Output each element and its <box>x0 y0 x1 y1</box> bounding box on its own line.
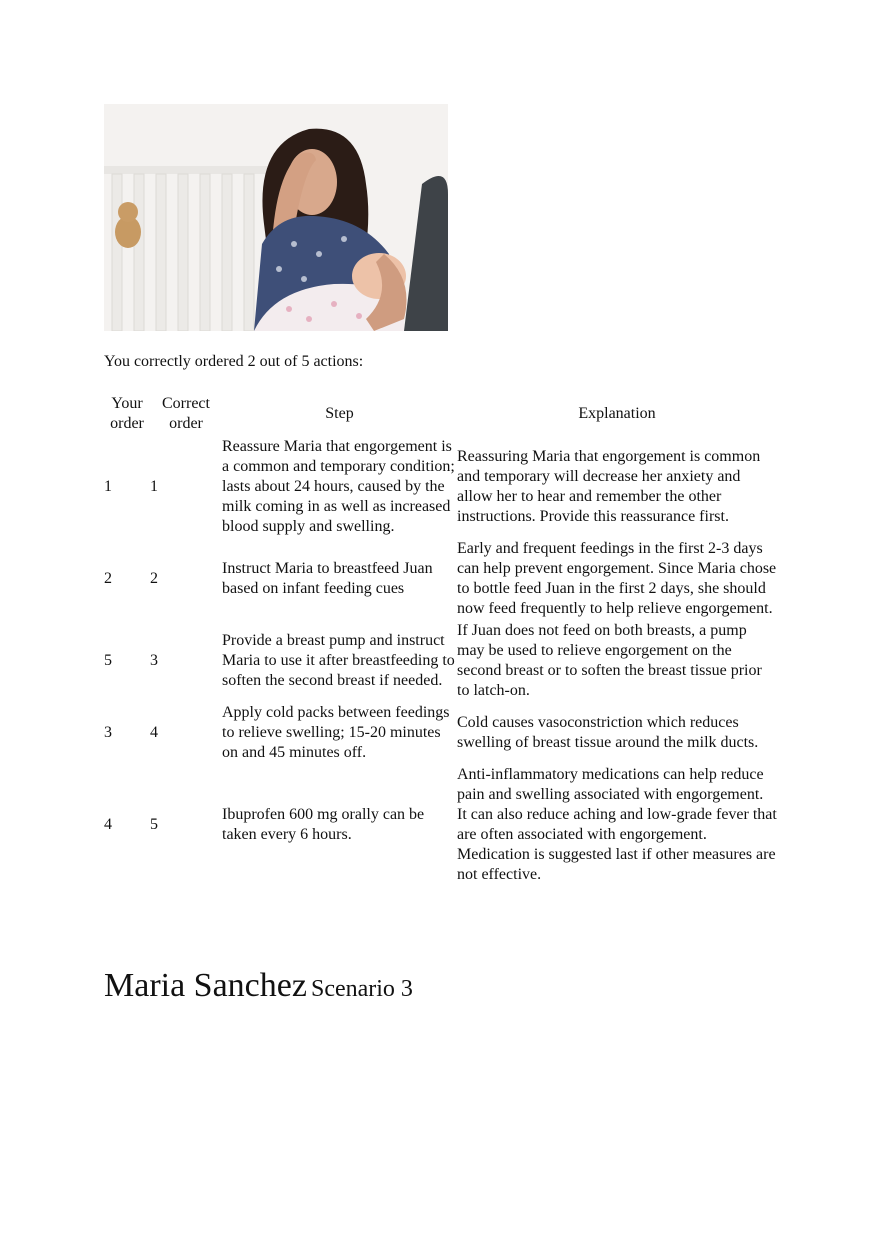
correct-order-cell: 5 <box>150 816 158 833</box>
explanation-cell: If Juan does not feed on both breasts, a pump may be used to relieve engorgement on the second breast or to soften the breast tissue prior to latch-on. <box>457 622 762 699</box>
step-cell: Apply cold packs between feedings to relieve swelling; 15-20 minutes on and 45 minutes off. <box>222 704 450 761</box>
explanation-cell: Anti-inflammatory medications can help reduce pain and swelling associated with engorgement. It can also reduce aching and low-grade fever that are often associated with engorgement. Medication is suggested last if other measures are not effective. <box>457 766 777 883</box>
patient-name: Maria Sanchez <box>104 967 307 1004</box>
table-row <box>104 436 777 538</box>
table-row <box>104 538 777 620</box>
step-cell: Instruct Maria to breastfeed Juan based on infant feeding cues <box>222 560 433 597</box>
step-cell: Provide a breast pump and instruct Maria to use it after breastfeeding to soften the second breast if needed. <box>222 632 455 689</box>
correct-order-cell: 4 <box>150 724 158 741</box>
your-order-cell: 2 <box>104 570 112 587</box>
explanation-cell: Early and frequent feedings in the first 2-3 days can help prevent engorgement. Since Maria chose to bottle feed Juan in the first 2 days, she should now feed frequently to help relieve engorgement. <box>457 540 777 617</box>
results-table <box>104 392 777 886</box>
correct-order-cell: 3 <box>150 652 158 669</box>
your-order-cell: 1 <box>104 478 112 495</box>
header-step: Step <box>325 405 354 422</box>
header-correct-order: Correct order <box>162 395 210 432</box>
scenario-label: Scenario 3 <box>310 976 413 1002</box>
your-order-cell: 4 <box>104 816 112 833</box>
mother-with-baby-photo <box>104 104 448 331</box>
correct-order-cell: 1 <box>150 478 158 495</box>
table-header-row <box>104 392 777 436</box>
correct-order-cell: 2 <box>150 570 158 587</box>
table-row <box>104 702 777 764</box>
step-cell: Ibuprofen 600 mg orally can be taken every 6 hours. <box>222 806 425 843</box>
table-row <box>104 620 777 702</box>
header-your-order: Your order <box>110 395 144 432</box>
your-order-cell: 5 <box>104 652 112 669</box>
header-explanation: Explanation <box>578 405 656 422</box>
result-summary: You correctly ordered 2 out of 5 actions: <box>104 353 364 370</box>
explanation-cell: Reassuring Maria that engorgement is common and temporary will decrease her anxiety and allow her to hear and remember the other instructions. Provide this reassurance first. <box>457 448 761 525</box>
step-cell: Reassure Maria that engorgement is a common and temporary condition; lasts about 24 hours, caused by the milk coming in as well as increased blood supply and swelling. <box>222 438 455 535</box>
your-order-cell: 3 <box>104 724 112 741</box>
explanation-cell: Cold causes vasoconstriction which reduces swelling of breast tissue around the milk ducts. <box>457 714 759 751</box>
page-title <box>104 964 413 1011</box>
table-row <box>104 764 777 886</box>
